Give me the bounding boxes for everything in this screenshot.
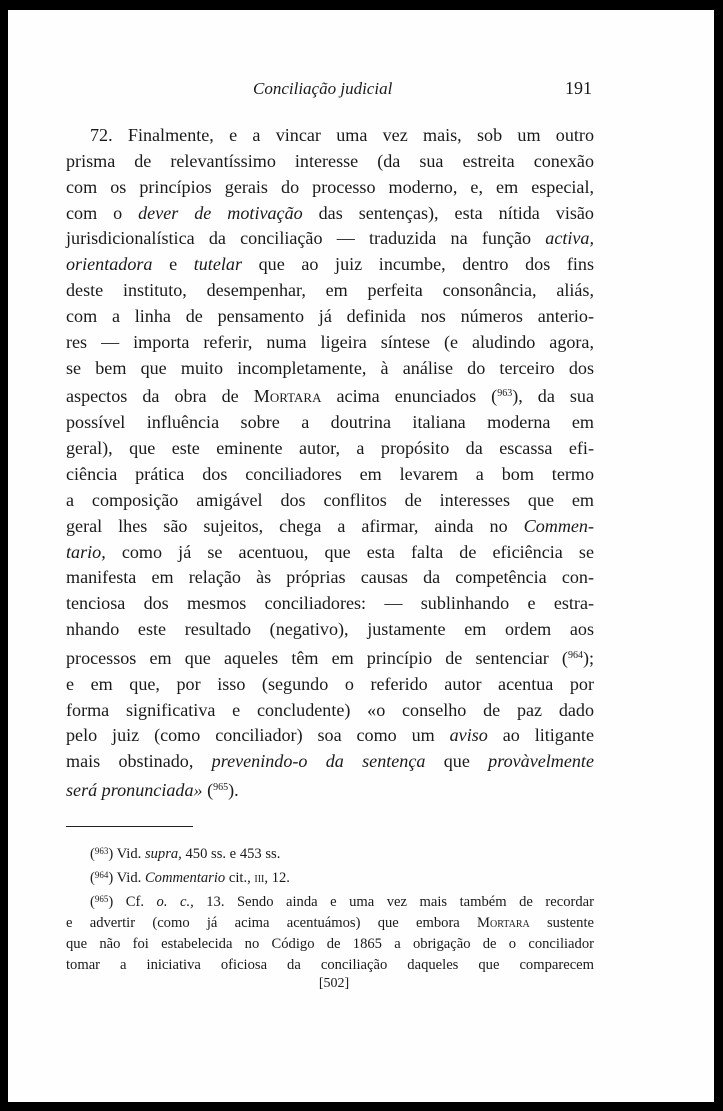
text-line: geral lhes são sujeitos, chega a afirmar, ainda no Commen-: [66, 515, 594, 536]
text-line: processos em que aqueles têm em princípio de sentenciar ($^{964}$);: [66, 647, 594, 668]
text-line: res — importa referir, numa ligeira síntese (e aludindo agora,: [66, 331, 594, 352]
page-number: 191: [565, 78, 592, 98]
text-line: pelo juiz (como conciliador) soa como um aviso ao litigante: [66, 725, 594, 746]
text-line: ciência prática dos conciliadores em levarem a bom termo: [66, 463, 594, 484]
text-line: aspectos da obra de Mortara acima enunciados ($^{963}$), da sua: [66, 386, 595, 407]
emphasis: aviso: [449, 725, 488, 746]
footnote-reference: 963: [497, 388, 513, 400]
text-line: com o dever de motivação das sentenças), esta nítida visão: [66, 202, 594, 223]
body-paragraph: [66, 123, 594, 804]
footnote-marker: 965: [94, 893, 109, 904]
text-line: geral), que este eminente autor, a propósito da escassa efi-: [66, 438, 594, 459]
signature-mark: [502]: [318, 976, 350, 991]
emphasis: Commen-: [523, 515, 594, 536]
footnote-965: ($^{965}$) Cf. o. c., 13. Sendo ainda e uma vez mais também de recordar: [90, 893, 595, 910]
footnote-marker: 964: [94, 869, 109, 880]
footnote-reference: 964: [567, 649, 583, 661]
page-content: [66, 70, 595, 991]
running-head: [66, 70, 594, 100]
emphasis: activa,: [545, 228, 594, 249]
text-line: a composição amigável dos conflitos de interesses que em: [66, 489, 594, 510]
text-line: nhando este resultado (negativo), justamente em ordem aos: [66, 619, 594, 640]
text-line: tario, como já se acentuou, que esta falta de eficiência se: [66, 541, 594, 562]
text-line: tenciosa dos mesmos conciliadores: — sublinhando e estra-: [66, 593, 594, 614]
emphasis: provàvelmente: [488, 751, 594, 772]
emphasis: prevenindo-o da sentença: [211, 751, 426, 772]
text-line: com os princípios gerais do processo moderno, e, em especial,: [66, 176, 594, 197]
text-line: orientadora e tutelar que ao juiz incumbe, dentro dos fins: [66, 254, 595, 275]
author-name: Mortara: [253, 386, 322, 407]
text-line: forma significativa e concludente) «o conselho de paz dado: [66, 699, 594, 720]
footnote-963: ($^{963}$) Vid. supra, 450 ss. e 453 ss.: [90, 845, 281, 862]
footnote-reference: 965: [213, 782, 229, 794]
running-title: Conciliação judicial: [253, 79, 393, 98]
emphasis: será pronunciada»: [66, 780, 203, 801]
text-line: prisma de relevantíssimo interesse (da sua estreita conexão: [66, 150, 594, 171]
text-line: com a linha de pensamento já definida nos números anterio-: [66, 305, 594, 326]
emphasis: tario,: [66, 541, 106, 562]
text-line: mais obstinado, prevenindo-o da sentença que provàvelmente: [66, 751, 594, 772]
footnote-line: e advertir (como já acima acentuámos) que embora Mortara sustente: [66, 914, 594, 931]
emphasis: orientadora: [66, 254, 153, 275]
text-line: será pronunciada» ($^{965}$).: [66, 780, 239, 801]
text-line: se bem que muito incompletamente, à análise do terceiro dos: [66, 357, 594, 378]
paper-sheet: [8, 10, 714, 1102]
text-line: manifesta em relação às próprias causas da competência con-: [66, 567, 594, 588]
footnote-divider: [66, 826, 193, 827]
footnote-line: que não foi estabelecida no Código de 1865 a obrigação de o conciliador: [66, 935, 594, 952]
footnote-marker: 963: [94, 845, 109, 856]
text-line: possível influência sobre a doutrina italiana moderna em: [66, 412, 594, 433]
text-line: e em que, por isso (segundo o referido autor acentua por: [66, 673, 594, 694]
emphasis: dever de motivação: [138, 202, 303, 223]
footnote-964: ($^{964}$) Vid. Commentario cit., iii, 12.: [90, 869, 290, 886]
text-line: 72. Finalmente, e a vincar uma vez mais, sob um outro: [90, 125, 594, 145]
text-line: deste instituto, desempenhar, em perfeita consonância, aliás,: [66, 280, 594, 301]
text-line: jurisdicionalística da conciliação — traduzida na função activa,: [66, 228, 594, 249]
emphasis: tutelar: [193, 254, 242, 275]
footnote-line: tomar a iniciativa oficiosa da conciliação daqueles que comparecem: [66, 956, 594, 973]
footnotes: [66, 841, 594, 976]
